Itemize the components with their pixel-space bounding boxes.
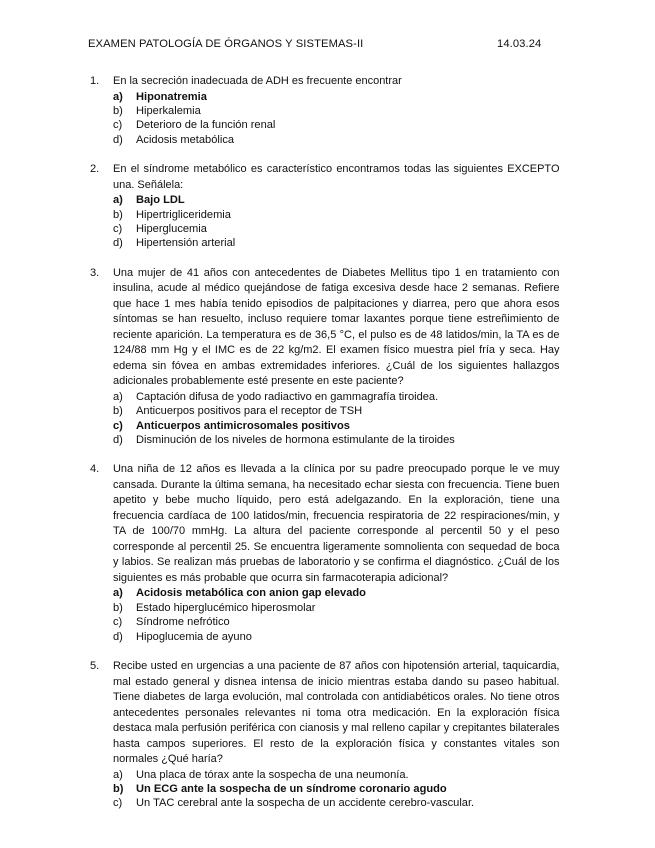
option-letter: b) xyxy=(113,208,123,221)
option-d xyxy=(113,133,564,147)
option-b xyxy=(113,404,564,418)
option-a xyxy=(113,586,564,600)
question-stem: Recibe usted en urgencias a una paciente de 87 años con hipotensión arterial, taquicardia, mal estado general y disnea intensa de inicio mientras estaba dando su paseo habitual. Tiene diabetes de larga evolución, mal controlada con antidiabéticos orales. No tiene otros antecedentes personales relevantes ni toma otra medicación. En la exploración física destaca mala perfusión periférica con cianosis y mal relleno capilar y crepitantes bilaterales hasta campos superiores. El resto de la exploración física y constantes vitales son normales ¿Qué haría? xyxy=(113,660,560,765)
question-number: 4. xyxy=(90,463,100,476)
option-letter: b) xyxy=(113,104,123,117)
option-b xyxy=(113,782,564,796)
option-letter: b) xyxy=(113,782,124,795)
option-a xyxy=(113,193,564,207)
option-d xyxy=(113,236,564,250)
option-c xyxy=(113,419,564,433)
option-letter: d) xyxy=(113,630,123,643)
option-text: Una placa de tórax ante la sospecha de una neumonía. xyxy=(136,768,409,781)
option-text: Hipertrigliceridemia xyxy=(136,208,231,221)
option-text: Un TAC cerebral ante la sospecha de un accidente cerebro-vascular. xyxy=(136,797,475,810)
exam-header xyxy=(88,38,558,50)
question-stem: En el síndrome metabólico es característico encontramos todas las siguientes EXCEPTO una. Señálela: xyxy=(113,163,560,191)
option-letter: c) xyxy=(113,119,123,132)
option-c xyxy=(113,796,564,810)
option-c xyxy=(113,118,564,132)
option-c xyxy=(113,222,564,236)
option-letter: a) xyxy=(113,587,123,600)
option-a xyxy=(113,390,564,404)
question-number: 2. xyxy=(90,163,100,176)
option-letter: a) xyxy=(113,194,123,207)
question-number: 3. xyxy=(90,266,100,279)
option-text: Hiperglucemia xyxy=(136,222,207,235)
option-text: Hipertensión arterial xyxy=(136,237,236,250)
question-number: 1. xyxy=(90,75,100,87)
question-1 xyxy=(88,74,564,147)
option-letter: b) xyxy=(113,405,123,418)
option-text: Hiperkalemia xyxy=(136,104,201,117)
exam-title: EXAMEN PATOLOGÍA DE ÓRGANOS Y SISTEMAS-II xyxy=(88,38,364,50)
option-d xyxy=(113,630,564,644)
question-stem: Una mujer de 41 años con antecedentes de Diabetes Mellitus tipo 1 en tratamiento con insulina, acude al médico quejándose de fatiga excesiva desde hace 2 semanas. Refiere que hace 1 mes había tenido episodios de palpitaciones y diarrea, pero que ahora esos síntomas se han resuelto, incluso requiere tomar laxantes porque tiene estreñimiento de reciente aparición. La temperatura es de 36,5 °C, el pulso es de 48 latidos/min, la TA es de 124/88 mm Hg y el IMC es de 22 kg/m2. El examen físico muestra piel fría y seca. Hay edema sin fóvea en ambas extremidades inferiores. ¿Cuál de los siguientes hallazgos adicionales probablemente esté presente en este paciente? xyxy=(113,266,560,388)
option-a xyxy=(113,90,564,104)
question-5 xyxy=(88,659,564,811)
option-list xyxy=(113,390,564,448)
option-text: Hiponatremia xyxy=(136,90,207,103)
option-b xyxy=(113,208,564,222)
question-4 xyxy=(88,462,564,644)
option-text: Disminución de los niveles de hormona estimulante de la tiroides xyxy=(136,433,455,446)
option-text: Acidosis metabólica con anion gap elevado xyxy=(136,587,366,600)
option-letter: d) xyxy=(113,433,123,446)
question-stem: En la secreción inadecuada de ADH es frecuente encontrar xyxy=(113,75,402,87)
option-c xyxy=(113,615,564,629)
option-letter: c) xyxy=(113,419,123,432)
option-d xyxy=(113,433,564,447)
option-text: Hipoglucemia de ayuno xyxy=(136,630,252,643)
option-text: Anticuerpos antimicrosomales positivos xyxy=(136,419,350,432)
option-letter: d) xyxy=(113,133,123,146)
question-2 xyxy=(88,162,564,251)
option-text: Estado hiperglucémico hiperosmolar xyxy=(136,601,316,614)
option-letter: a) xyxy=(113,90,123,103)
option-b xyxy=(113,601,564,615)
option-letter: a) xyxy=(113,768,123,781)
option-text: Bajo LDL xyxy=(136,194,185,207)
option-letter: c) xyxy=(113,222,123,235)
option-text: Síndrome nefrótico xyxy=(136,616,230,629)
option-text: Captación difusa de yodo radiactivo en gammagrafía tiroidea. xyxy=(136,390,439,403)
option-a xyxy=(113,768,564,782)
option-list xyxy=(113,768,564,811)
option-text: Acidosis metabólica xyxy=(136,133,235,146)
question-3 xyxy=(88,266,564,448)
option-letter: c) xyxy=(113,616,123,629)
option-letter: b) xyxy=(113,601,123,614)
exam-date: 14.03.24 xyxy=(497,38,542,50)
question-list xyxy=(88,74,564,826)
option-list xyxy=(113,90,564,148)
option-text: Deterioro de la función renal xyxy=(136,119,276,132)
option-text: Un ECG ante la sospecha de un síndrome coronario agudo xyxy=(136,782,447,795)
question-number: 5. xyxy=(90,660,100,672)
option-b xyxy=(113,104,564,118)
option-text: Anticuerpos positivos para el receptor de TSH xyxy=(136,405,363,418)
option-letter: c) xyxy=(113,797,123,810)
question-stem: Una niña de 12 años es llevada a la clínica por su padre preocupado porque le ve muy cansada. Durante la última semana, ha necesitado echar siesta con frecuencia. Tiene buen apetito y bebe mucho líquido, pero está adelgazando. En la exploración, tiene una frecuencia cardíaca de 100 latidos/min, frecuencia respiratoria de 22 respiraciones/min, y TA de 100/70 mmHg. La altura del paciente corresponde al percentil 50 y el peso corresponde al percentil 25. Se encuentra ligeramente somnolienta con sequedad de boca y labios. Se realizan más pruebas de laboratorio y se confirma el diagnóstico. ¿Cuál de los siguientes es más probable que ocurra sin farmacoterapia adicional? xyxy=(113,463,560,584)
option-list xyxy=(113,586,564,644)
option-letter: a) xyxy=(113,390,123,403)
option-list xyxy=(113,193,564,251)
option-letter: d) xyxy=(113,237,123,250)
